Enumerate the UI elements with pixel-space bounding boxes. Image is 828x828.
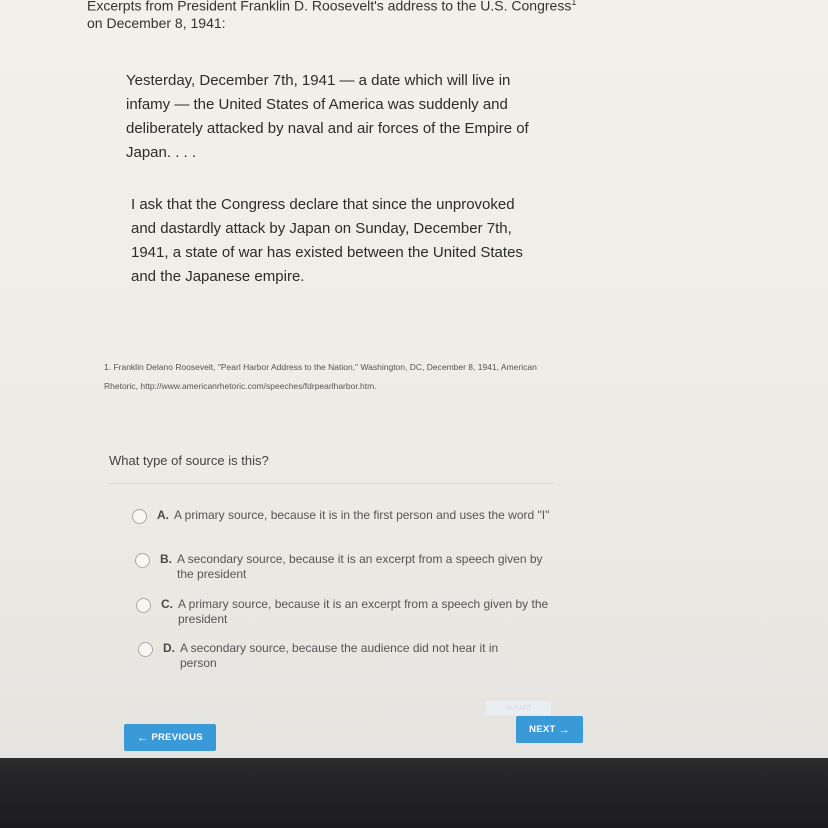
option-a[interactable] (132, 508, 552, 524)
option-letter: D. (163, 641, 175, 655)
previous-button-label: PREVIOUS (151, 732, 203, 743)
option-text: A secondary source, because it is an excerpt from a speech given by the president (177, 552, 543, 581)
heading-line-2: on December 8, 1941: (87, 14, 226, 31)
previous-button[interactable] (124, 724, 216, 751)
monitor-bezel (0, 758, 828, 828)
heading-line-1: Excerpts from President Franklin D. Roosevelt's address to the U.S. Congress (87, 0, 572, 14)
option-b[interactable] (135, 552, 555, 582)
radio-button-icon[interactable] (136, 598, 151, 613)
radio-button-icon[interactable] (138, 642, 153, 657)
quote-paragraph-2: I ask that the Congress declare that since the unprovoked and dastardly attack by Japan on Sunday, December 7th, 1941, a state of war has existed between the United States and the Japanese empire. (131, 196, 523, 285)
option-text: A primary source, because it is in the first person and uses the word "I" (174, 508, 550, 522)
option-text: A secondary source, because the audience did not hear it in person (180, 641, 499, 670)
option-letter: A. (157, 508, 169, 522)
next-button[interactable] (516, 716, 583, 743)
quote-paragraph-1: Yesterday, December 7th, 1941 — a date which will live in infamy — the United States of America was suddenly and deliberately attacked by naval and air forces of the Empire of Japan. . . . (126, 72, 529, 161)
footnote-line-2: Rhetoric, http://www.americanrhetoric.com/speeches/fdrpearlharbor.htm. (104, 381, 377, 391)
submit-button[interactable]: SUBMIT (486, 701, 551, 715)
radio-button-icon[interactable] (135, 553, 150, 568)
radio-button-icon[interactable] (132, 509, 147, 524)
option-text: A primary source, because it is an excerpt from a speech given by the president (178, 597, 549, 626)
question-prompt: What type of source is this? (109, 453, 269, 468)
footnote-line-1: 1. Franklin Delano Roosevelt, "Pearl Harbor Address to the Nation," Washington, DC, December 8, 1941, American (104, 362, 537, 372)
arrow-right-icon: → (558, 723, 570, 736)
option-d[interactable] (138, 641, 528, 671)
footnote-marker: 1 (571, 0, 577, 7)
passage-heading (87, 0, 607, 32)
option-letter: C. (161, 597, 173, 611)
option-letter: B. (160, 552, 172, 566)
divider (109, 483, 554, 484)
option-c[interactable] (136, 597, 556, 627)
arrow-left-icon: ← (137, 731, 149, 744)
next-button-label: NEXT (529, 724, 556, 735)
footnote (104, 358, 574, 396)
